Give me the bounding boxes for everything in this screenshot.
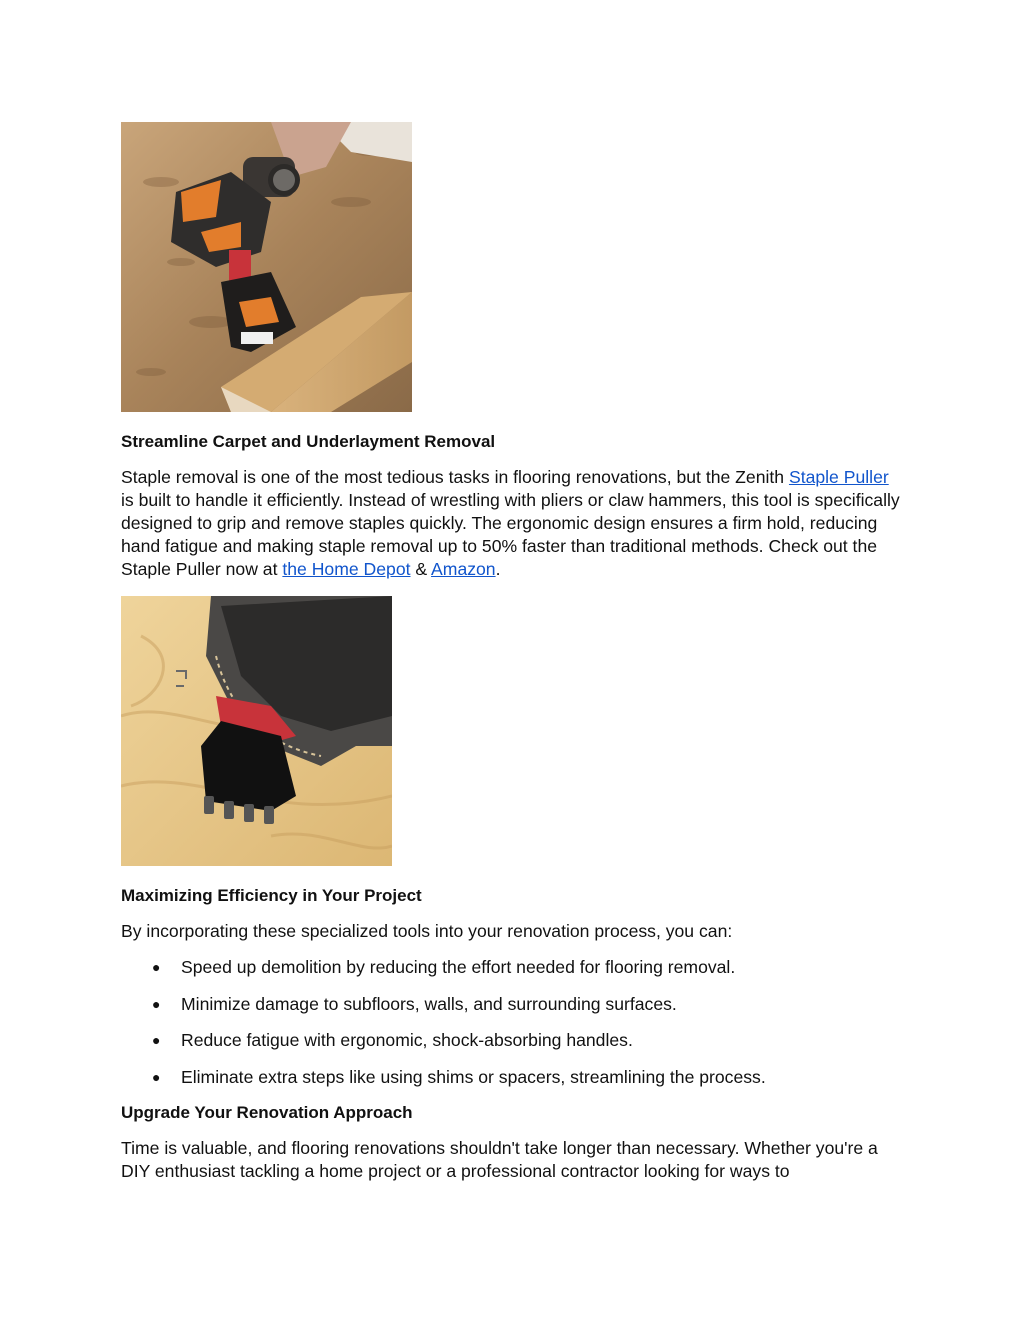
floor-lifter-photo bbox=[121, 122, 412, 412]
staple-puller-paragraph bbox=[121, 466, 906, 581]
list-item bbox=[121, 1066, 906, 1103]
staple-puller-link[interactable]: Staple Puller bbox=[788, 467, 889, 487]
staple-puller-photo bbox=[121, 596, 392, 866]
paragraph-text: Staple removal is one of the most tedious tasks in flooring renovations, but the Zenith bbox=[121, 467, 789, 487]
bullet-icon: ● bbox=[152, 959, 161, 975]
section-heading-carpet-removal: Streamline Carpet and Underlayment Removal bbox=[121, 432, 496, 451]
section-heading-upgrade: Upgrade Your Renovation Approach bbox=[121, 1103, 413, 1122]
list-item bbox=[121, 956, 906, 993]
list-item-text: Reduce fatigue with ergonomic, shock-absorbing handles. bbox=[181, 1030, 633, 1050]
section-heading-efficiency: Maximizing Efficiency in Your Project bbox=[121, 886, 422, 905]
paragraph-text: is built to handle it efficiently. Instead of wrestling with pliers or claw hammers, this tool is specifically designed to grip and remove staples quickly. The ergonomic design ensures a firm hold, reducing hand fatigue and making staple removal up to 50% faster than traditional methods. Check out the Staple Puller now at bbox=[121, 490, 900, 579]
floor-lifter-illustration bbox=[121, 122, 412, 412]
benefits-list bbox=[121, 956, 906, 1102]
bullet-icon: ● bbox=[152, 995, 161, 1012]
list-item-text: Eliminate extra steps like using shims or spacers, streamlining the process. bbox=[181, 1066, 766, 1087]
list-item-text: Minimize damage to subfloors, walls, and surrounding surfaces. bbox=[181, 993, 677, 1014]
list-item-text: Speed up demolition by reducing the effort needed for flooring removal. bbox=[181, 957, 736, 977]
bullet-icon: ● bbox=[152, 1032, 161, 1048]
home-depot-link[interactable]: the Home Depot bbox=[282, 559, 411, 579]
upgrade-paragraph: Time is valuable, and flooring renovations shouldn't take longer than necessary. Whether you're a DIY enthusiast tackling a home project or a professional contractor looking for ways to bbox=[121, 1138, 878, 1181]
amazon-link[interactable]: Amazon bbox=[431, 559, 496, 579]
bullet-icon: ● bbox=[152, 1068, 161, 1085]
list-item bbox=[121, 993, 906, 1030]
list-item bbox=[121, 1029, 906, 1066]
ampersand-text: & bbox=[410, 559, 432, 579]
period-text: . bbox=[495, 559, 501, 579]
efficiency-intro: By incorporating these specialized tools into your renovation process, you can: bbox=[121, 921, 733, 941]
staple-puller-illustration bbox=[121, 596, 392, 866]
